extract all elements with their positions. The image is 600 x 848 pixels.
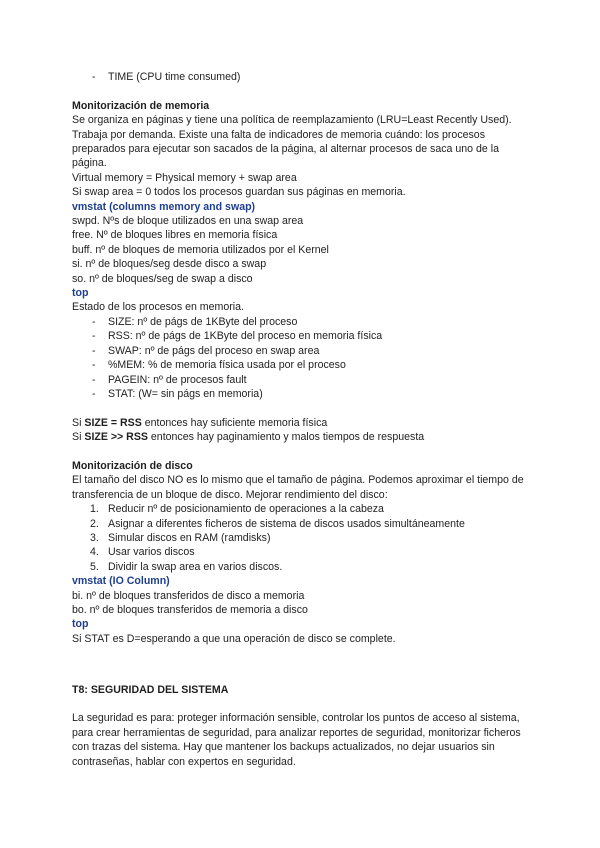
document-page	[72, 70, 532, 769]
vmstat-line: free. Nº de bloques libres en memoria física	[72, 229, 278, 242]
vmstat-line: so. nº de bloques/seg de swap a disco	[72, 272, 253, 285]
virtual-memory-line: Virtual memory = Physical memory + swap area	[72, 171, 297, 184]
t8-body: La seguridad es para: proteger información sensible, controlar los puntos de acceso al sistema, para crear herramientas de seguridad, para analizar reportes de seguridad, monitorizar ficheros con trazas del sistema. Hay que mantener los backups actualizados, no dejar usuarios sin contraseñas, hablar con expertos en seguridad.	[72, 712, 521, 768]
disco-intro: El tamaño del disco NO es lo mismo que el tamaño de página. Podemos aproximar el tiempo de transferencia de un bloque de disco. Mejorar rendimiento del disco:	[72, 474, 524, 501]
disco-numbered-list	[72, 502, 532, 574]
vmstat-io-label: vmstat (IO Column)	[72, 575, 170, 588]
list-item: - SIZE: nº de págs de 1KByte del proceso	[72, 315, 532, 329]
top-disco-line: Si STAT es D=esperando a que una operación de disco se complete.	[72, 632, 396, 645]
disco-heading: Monitorización de disco	[72, 459, 193, 472]
memoria-heading: Monitorización de memoria	[72, 99, 210, 112]
top-memory-label: top	[72, 287, 89, 300]
swap-line: Si swap area = 0 todos los procesos guardan sus páginas en memoria.	[72, 186, 406, 199]
vmstat-line: bi. nº de bloques transferidos de disco a memoria	[72, 589, 305, 602]
top-items-list	[72, 315, 532, 401]
top-bullet-list	[72, 70, 532, 84]
top-intro: Estado de los procesos en memoria.	[72, 301, 244, 314]
list-item: - %MEM: % de memoria física usada por el proceso	[72, 358, 532, 372]
vmstat-line: bo. nº de bloques transferidos de memoria a disco	[72, 603, 308, 616]
list-item: - PAGEIN: nº de procesos fault	[72, 373, 532, 387]
list-item: - RSS: nº de págs de 1KByte del proceso en memoria física	[72, 329, 532, 343]
rule-size-greater-rss: Si SIZE >> RSS entonces hay paginamiento y malos tiempos de respuesta	[72, 431, 425, 444]
vmstat-line: swpd. Nºs de bloque utilizados en una swap area	[72, 215, 304, 228]
list-item: 3. Simular discos en RAM (ramdisks)	[90, 531, 271, 544]
memoria-intro: Se organiza en páginas y tiene una política de reemplazamiento (LRU=Least Recently Used). Trabaja por demanda. Existe una falta de indicadores de memoria cuándo: los procesos preparados para ejecutar son sacados de la página, al alternar procesos de saca uno de la página.	[72, 114, 512, 170]
vmstat-line: buff. nº de bloques de memoria utilizados por el Kernel	[72, 243, 329, 256]
list-item: 4. Usar varios discos	[90, 546, 195, 559]
list-item: - STAT: (W= sin págs en memoria)	[72, 387, 532, 401]
top-disco-label: top	[72, 618, 89, 631]
vmstat-memory-label: vmstat (columns memory and swap)	[72, 200, 256, 213]
t8-heading: T8: SEGURIDAD DEL SISTEMA	[72, 683, 229, 696]
list-item: 1. Reducir nº de posicionamiento de operaciones a la cabeza	[90, 503, 384, 516]
vmstat-line: si. nº de bloques/seg desde disco a swap	[72, 258, 267, 271]
rule-size-equals-rss: Si SIZE = RSS entonces hay suficiente memoria física	[72, 416, 328, 429]
list-item: 5. Dividir la swap area en varios discos.	[90, 560, 283, 573]
list-item: - SWAP: nº de págs del proceso en swap area	[72, 344, 532, 358]
list-item: 2. Asignar a diferentes ficheros de sistema de discos usados simultáneamente	[90, 517, 465, 530]
list-item: - TIME (CPU time consumed)	[72, 70, 532, 84]
